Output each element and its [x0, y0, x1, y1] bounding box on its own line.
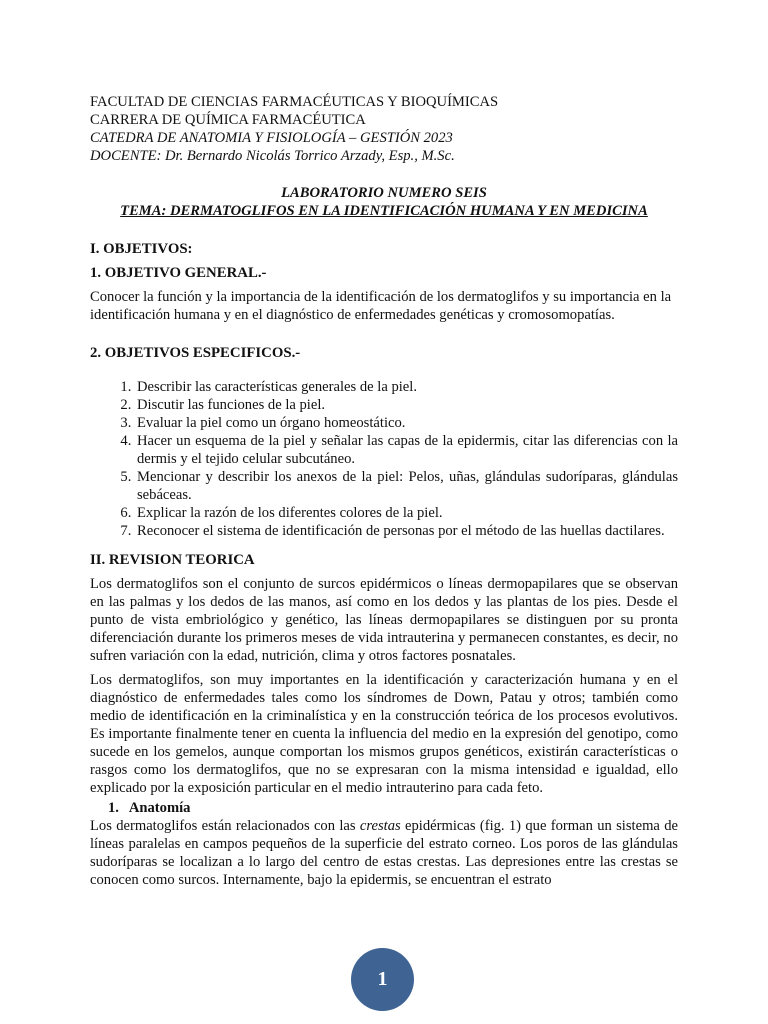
list-item: 2. Discutir las funciones de la piel.: [135, 396, 678, 414]
chair-line: CATEDRA DE ANATOMIA Y FISIOLOGÍA – GESTIÓN 2023: [90, 130, 453, 146]
paragraph-text: epidérmicas (fig. 1) que forman un sistema de líneas paralelas en campos pequeños de la superficie del estrato corneo. Los poros de las glándulas sudoríparas se localizan a lo largo del centro de estas crestas. Las depresiones entre las crestas se conocen como surcos. Internamente, bajo la epidermis, se encuentran el estrato: [90, 818, 678, 888]
objectives-heading: I. OBJETIVOS:: [90, 241, 193, 257]
theory-paragraph-1: Los dermatoglifos son el conjunto de surcos epidérmicos o líneas dermopapilares que se observan en las palmas y los dedos de las manos, así como en los dedos y las plantas de los pies. Desde el punto de vista embriológico y genético, las líneas dermopapilares se distinguen por su pronta diferenciación durante los primeros meses de vida intrauterina y permanecen constantes, es decir, no sufren variación con la edad, nutrición, clima y otros factores posnatales.: [90, 576, 678, 664]
list-item: 6. Explicar la razón de los diferentes colores de la piel.: [135, 504, 678, 522]
anatomy-number: 1.: [108, 800, 119, 816]
list-item: 1. Describir las características generales de la piel.: [135, 378, 678, 396]
general-objective-text: Conocer la función y la importancia de la identificación de los dermatoglifos y su importancia en la identificación humana y en el diagnóstico de enfermedades genéticas y cromosomopatías.: [90, 289, 672, 323]
specific-objectives-list: [90, 378, 678, 540]
career-line: CARRERA DE QUÍMICA FARMACÉUTICA: [90, 112, 366, 128]
paragraph-text: Los dermatoglifos están relacionados con las: [90, 818, 360, 834]
anatomy-subheading: [90, 799, 678, 817]
specific-objectives-heading: 2. OBJETIVOS ESPECIFICOS.-: [90, 345, 301, 361]
list-item: 3. Evaluar la piel como un órgano homeostático.: [135, 414, 678, 432]
theory-heading: II. REVISION TEORICA: [90, 552, 255, 568]
document-header: [90, 93, 678, 165]
crestas-term: crestas: [359, 818, 401, 834]
theory-paragraph-2: Los dermatoglifos, son muy importantes en la identificación y caracterización humana y en el diagnóstico de enfermedades tales como los síndromes de Down, Patau y otros; también como medio de identificación en la criminalística y en la construcción teórica de los procesos evolutivos. Es importante finalmente tener en cuenta la influencia del medio en la expresión del genotipo, como sucede en los gemelos, aunque comportan los mismos grupos genéticos, existirán características o rasgos como los dermatoglifos, que no se expresaran con la misma intensidad e igualdad, ello explicado por la exposición particular en el medio intrauterino para cada feto.: [90, 672, 678, 796]
general-objective-heading: 1. OBJETIVO GENERAL.-: [90, 265, 267, 281]
page-number-badge: 1: [351, 948, 414, 1011]
topic-title: TEMA: DERMATOGLIFOS EN LA IDENTIFICACIÓN HUMANA Y EN MEDICINA: [120, 203, 648, 219]
list-item: 4. Hacer un esquema de la piel y señalar las capas de la epidermis, citar las diferencias con la dermis y el tejido celular subcutáneo.: [135, 432, 678, 468]
document-page: [90, 93, 678, 889]
lab-title: LABORATORIO NUMERO SEIS: [281, 185, 487, 201]
list-item: 7. Reconocer el sistema de identificación de personas por el método de las huellas dactilares.: [135, 522, 678, 540]
anatomy-title: Anatomía: [128, 800, 191, 816]
theory-paragraph-3: [90, 817, 678, 889]
list-item: 5. Mencionar y describir los anexos de la piel: Pelos, uñas, glándulas sudoríparas, glándulas sebáceas.: [135, 468, 678, 504]
faculty-line: FACULTAD DE CIENCIAS FARMACÉUTICAS Y BIOQUÍMICAS: [90, 94, 499, 110]
teacher-line: DOCENTE: Dr. Bernardo Nicolás Torrico Arzady, Esp., M.Sc.: [90, 148, 455, 164]
